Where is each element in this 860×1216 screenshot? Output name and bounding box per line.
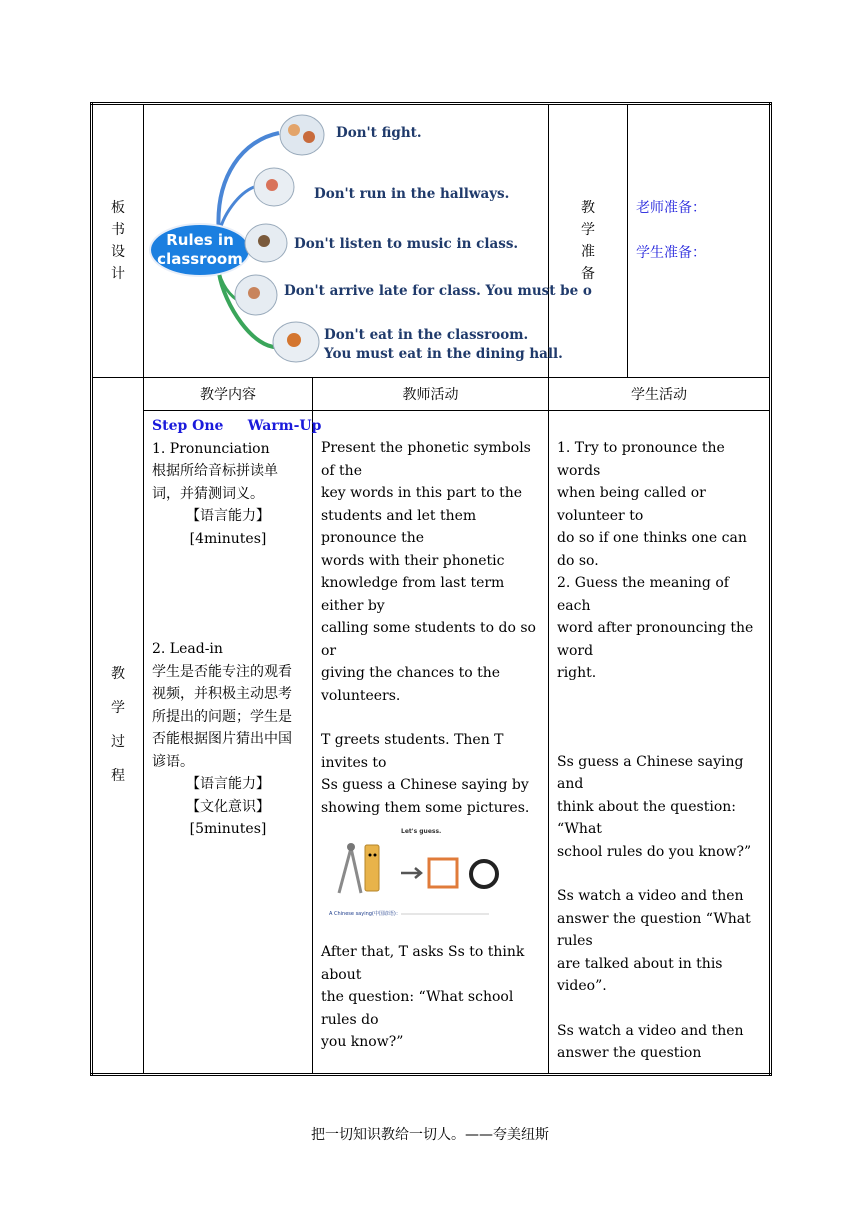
- rule-5-line-1: Don't eat in the classroom.: [324, 327, 529, 343]
- content-column: Step One Warm-Up 1. Pronunciation 根据所给音标拼读单 词，并猜测词义。 【语言能力】 [4minutes] 2. Lead-in 学生是否能专注的观看 视频，并积极主动思考 所提出的问题；学生是 否能根据图片猜出中国 谚语。 【语言能力】 【文化意识】 [5minutes]: [144, 411, 313, 1075]
- circle-icon: [471, 861, 497, 887]
- mindmap-title-line-1: Rules in: [166, 231, 234, 249]
- teacher-activity-column: Present the phonetic symbols of the key words in this part to the students and let them pronounce the words with their phonetic knowledge from last term either by calling some students to do so or giving the chances to the volunteers. T greets students. Then T invites to Ss guess a Chinese saying by showing them some pictures. Let's guess. A Chinese saying(中国谚语)： After that, T asks Ss to think about the question: “What school rules do you know?”: [313, 411, 549, 1075]
- student-activity-column: 1. Try to pronounce the words when being called or volunteer to do so if one thinks one can do so. 2. Guess the meaning of each word after pronouncing the word right. Ss guess a Chinese saying and think about the question: “What school rules do you know?” Ss watch a video and then answer the question “What rules are talked about in this video”. Ss watch a video and then answer the question: [549, 411, 771, 1075]
- step-title: Step One Warm-Up: [152, 418, 322, 434]
- guess-picture: [321, 823, 521, 923]
- lesson-plan-table: [90, 102, 772, 1076]
- fight-picture: [280, 115, 324, 155]
- guess-picture-caption: A Chinese saying(中国谚语)：: [329, 911, 401, 917]
- mindmap-title-line-2: classroom: [157, 250, 243, 268]
- teacher-prep: 老师准备：: [636, 200, 706, 216]
- board-design-label: 板 书 设 计: [92, 104, 144, 378]
- rule-5-line-2: You must eat in the dining hall.: [324, 346, 563, 362]
- square-icon: [429, 859, 457, 887]
- prep-label: 教 学 准 备: [549, 104, 628, 378]
- compass-icon: [339, 848, 361, 893]
- process-label: 教 学 过 程: [92, 378, 144, 1075]
- rule-3: Don't listen to music in class.: [294, 236, 519, 252]
- guess-picture-title: Let's guess.: [401, 828, 442, 835]
- ruler-icon: [365, 845, 379, 891]
- content-header: 教学内容: [144, 378, 313, 411]
- student-prep: 学生准备：: [636, 245, 706, 261]
- footer-quote: 把一切知识教给一切人。——夸美纽斯: [311, 1127, 549, 1143]
- rule-1: Don't fight.: [336, 125, 422, 141]
- late-picture: [235, 275, 277, 315]
- student-activity-header: 学生活动: [549, 378, 771, 411]
- eating-picture: [273, 322, 319, 362]
- prep-content: [628, 104, 771, 378]
- music-picture: [245, 224, 287, 262]
- rule-4: Don't arrive late for class. You must be o: [284, 283, 592, 299]
- rule-2: Don't run in the hallways.: [314, 186, 510, 202]
- running-picture: [254, 168, 294, 206]
- teacher-activity-header: 教师活动: [313, 378, 549, 411]
